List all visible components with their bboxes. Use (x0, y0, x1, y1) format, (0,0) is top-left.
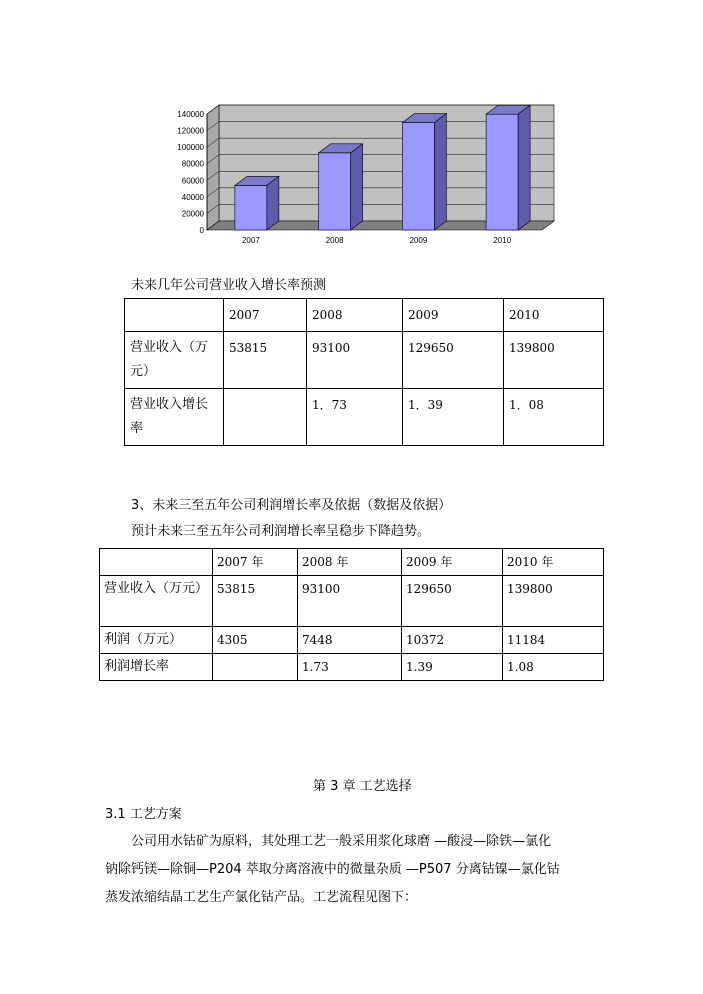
table-cell: 2010 年 (503, 549, 604, 576)
table-cell: 营业收入增长率 (125, 389, 224, 446)
table-cell (125, 299, 224, 332)
y-tick-label: 140000 (177, 110, 204, 119)
table-cell (213, 654, 298, 681)
table-cell: 1．39 (403, 389, 504, 446)
table-cell: 2009 年 (402, 549, 503, 576)
y-tick-label: 0 (199, 226, 204, 235)
y-tick-label: 20000 (181, 209, 204, 219)
table-cell: 53815 (224, 332, 307, 389)
table-cell (224, 389, 307, 446)
paragraph-line: 钠除钙镁—除铜—P204 萃取分离溶液中的微量杂质 —P507 分离钴镍—氯化钴 (105, 862, 560, 877)
bar-side (518, 105, 530, 230)
table-cell: 2007 年 (213, 549, 298, 576)
table-cell: 利润（万元） (100, 627, 213, 654)
table-cell: 2010 (504, 299, 604, 332)
bar (235, 185, 267, 230)
table-cell: 1．73 (307, 389, 403, 446)
table1-caption: 未来几年公司营业收入增长率预测 (131, 278, 327, 293)
table-cell: 1．08 (504, 389, 604, 446)
y-tick-label: 60000 (181, 176, 204, 186)
x-tick-label: 2009 (409, 236, 428, 245)
table-cell: 4305 (213, 627, 298, 654)
profit-growth-table (99, 548, 604, 681)
table-cell: 利润增长率 (100, 654, 213, 681)
table-row (100, 627, 604, 654)
bar (486, 114, 518, 230)
section31-title: 3.1 工艺方案 (105, 807, 182, 822)
table-cell: 129650 (403, 332, 504, 389)
table-cell: 139800 (504, 332, 604, 389)
chart-side-wall (207, 105, 219, 230)
x-tick-label: 2008 (325, 236, 344, 245)
bar-side (267, 176, 279, 230)
table-cell: 7448 (298, 627, 402, 654)
table-cell (100, 549, 213, 576)
table-cell: 139800 (503, 576, 604, 627)
bar (402, 123, 434, 230)
revenue-bar-chart (155, 100, 565, 250)
table-cell: 1.39 (402, 654, 503, 681)
table-row (125, 299, 604, 332)
table-cell: 营业收入（万元） (100, 576, 213, 627)
y-tick-label: 120000 (177, 126, 204, 136)
table-cell: 53815 (213, 576, 298, 627)
table-cell: 2009 (403, 299, 504, 332)
table-row (100, 576, 604, 627)
bar (319, 153, 351, 230)
y-tick-label: 100000 (177, 143, 204, 153)
table-cell: 11184 (503, 627, 604, 654)
section3-title: 3、未来三至五年公司利润增长率及依据（数据及依据） (131, 498, 452, 513)
section3-text: 预计未来三至五年公司利润增长率呈稳步下降趋势。 (131, 524, 431, 539)
x-tick-label: 2010 (493, 236, 512, 245)
table-cell: 93100 (307, 332, 403, 389)
table-cell: 129650 (402, 576, 503, 627)
paragraph-line: 蒸发浓缩结晶工艺生产氯化钴产品。工艺流程见图下： (105, 890, 418, 905)
chapter-title: 第 3 章 工艺选择 (313, 779, 412, 794)
table-cell: 1.73 (298, 654, 402, 681)
table-cell: 93100 (298, 576, 402, 627)
y-tick-label: 80000 (181, 159, 204, 169)
table-row (125, 389, 604, 446)
table-cell: 2007 (224, 299, 307, 332)
revenue-growth-table (124, 298, 604, 446)
table-row (100, 654, 604, 681)
table-cell: 2008 年 (298, 549, 402, 576)
paragraph-line: 公司用水钴矿为原料，其处理工艺一般采用浆化球磨 —酸浸—除铁—氯化 (131, 834, 552, 849)
y-tick-label: 40000 (181, 192, 204, 202)
bar-side (434, 114, 446, 230)
table-row (125, 332, 604, 389)
table-row (100, 549, 604, 576)
table-cell: 10372 (402, 627, 503, 654)
table-cell: 2008 (307, 299, 403, 332)
table-cell: 营业收入（万元） (125, 332, 224, 389)
table-cell: 1.08 (503, 654, 604, 681)
bar-side (351, 144, 363, 230)
x-tick-label: 2007 (241, 236, 260, 245)
